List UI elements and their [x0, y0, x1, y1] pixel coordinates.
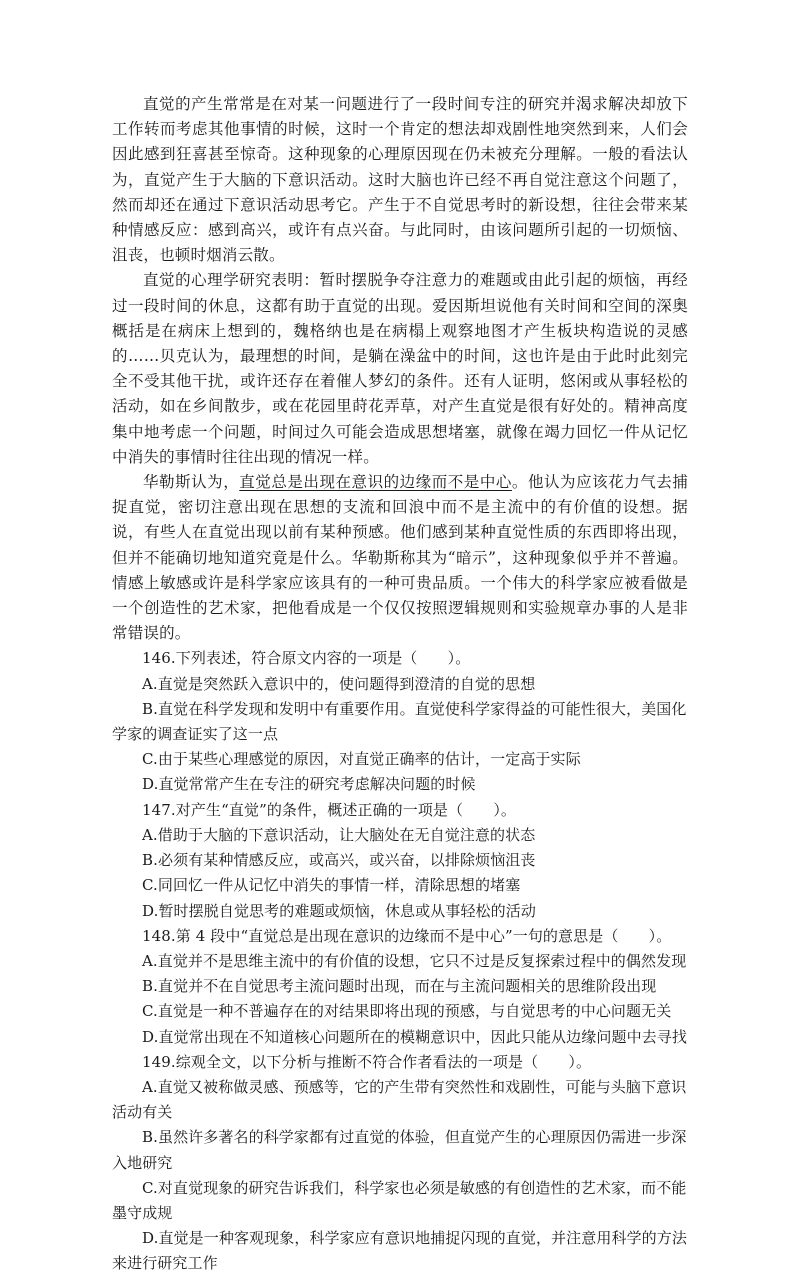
option-d: D.直觉常常产生在专注的研究考虑解决问题的时候	[142, 775, 476, 794]
option-c: C.由于某些心理感觉的原因，对直觉正确率的估计，一定高于实际	[142, 750, 581, 769]
passage-paragraph-1: 直觉的产生常常是在对某一问题进行了一段时间专注的研究并渴求解决却放下工作转而考虑其他事情的时候，这时一个肯定的想法却戏剧性地突然到来，人们会因此感到狂喜甚至惊奇。这种现象的心理原因现在仍未被充分理解。一般的看法认为，直觉产生于大脑的下意识活动。这时大脑也许已经不再自觉注意这个问题了，然而却还在通过下意识活动思考它。产生于不自觉思考时的新设想，往往会带来某种情感反应：感到高兴，或许有点兴奋。与此同时，由该问题所引起的一切烦恼、沮丧，也顿时烟消云散。	[112, 95, 688, 265]
question-stem: 149.综观全文，以下分析与推断不符合作者看法的一项是（ ）。	[142, 1052, 592, 1071]
option-a: A.借助于大脑的下意识活动，让大脑处在无自觉注意的状态	[142, 825, 536, 844]
paragraph-3-rest: 。他认为应该花力气去捕捉直觉，密切注意出现在思想的支流和回浪中而不是主流中的有价值的设想。据说，有些人在直觉出现以前有某种预感。他们感到某种直觉性质的东西即将出现，但并不能确切地知道究竟是什么。华勒斯称其为“暗示”，这种现象似乎并不普遍。情感上敏感或许是科学家应该具有的一种可贵品质。一个伟大的科学家应被看做是一个创造性的艺术家，把他看成是一个仅仅按照逻辑规则和实验规章办事的人是非常错误的。	[112, 473, 689, 643]
option-a: A.直觉又被称做灵感、预感等，它的产生带有突然性和戏剧性，可能与头脑下意识活动有关	[112, 1077, 687, 1122]
question-149	[112, 1050, 688, 1277]
paragraph-3-lead: 华勒斯认为，	[143, 473, 240, 492]
option-c: C.对直觉现象的研究告诉我们，科学家也必须是敏感的有创造性的艺术家，而不能墨守成规	[112, 1178, 687, 1222]
option-b: B.直觉在科学发现和发明中有重要作用。直觉使科学家得益的可能性很大，美国化学家的调查证实了这一点	[112, 699, 687, 744]
question-stem: 148.第 4 段中“直觉总是出现在意识的边缘而不是中心”一句的意思是（ ）。	[142, 926, 672, 945]
option-b: B.必须有某种情感反应，或高兴，或兴奋，以排除烦恼沮丧	[142, 851, 536, 870]
passage-paragraph-3	[112, 470, 688, 646]
option-a: A.直觉并不是思维主流中的有价值的设想，它只不过是反复探索过程中的偶然发现	[142, 951, 687, 970]
underlined-key-sentence: 直觉总是出现在意识的边缘而不是中心	[239, 473, 512, 492]
question-148	[112, 924, 688, 1050]
option-d: D.直觉是一种客观现象，科学家应有意识地捕捉闪现的直觉，并注意用科学的方法来进行研究工作	[112, 1229, 687, 1273]
option-b: B.虽然许多著名的科学家都有过直觉的体验，但直觉产生的心理原因仍需进一步深入地研究	[112, 1128, 687, 1172]
option-d: D.直觉常出现在不知道核心问题所在的模糊意识中，因此只能从边缘问题中去寻找	[142, 1027, 687, 1046]
option-c: C.直觉是一种不普遍存在的对结果即将出现的预感，与自觉思考的中心问题无关	[142, 1002, 672, 1021]
question-146	[112, 646, 688, 797]
option-c: C.同回忆一件从记忆中消失的事情一样，清除思想的堵塞	[142, 876, 521, 895]
passage-paragraph-2: 直觉的心理学研究表明：暂时摆脱争夺注意力的难题或由此引起的烦恼，再经过一段时间的休息，这都有助于直觉的出现。爱因斯坦说他有关时间和空间的深奥概括是在病床上想到的，魏格纳也是在病榻上观察地图才产生板块构造说的灵感的……贝克认为，最理想的时间，是躺在澡盆中的时间，这也许是由于此时此刻完全不受其他干扰，或许还存在着催人梦幻的条件。还有人证明，悠闲或从事轻松的活动，如在乡间散步，或在花园里莳花弄草，对产生直觉是很有好处的。精神高度集中地考虑一个问题，时间过久可能会造成思想堵塞，就像在竭力回忆一件从记忆中消失的事情时往往出现的情况一样。	[112, 271, 688, 466]
option-d: D.暂时摆脱自觉思考的难题或烦恼，休息或从事轻松的活动	[142, 901, 536, 920]
option-b: B.直觉并不在自觉思考主流问题时出现，而在与主流问题相关的思维阶段出现	[142, 977, 657, 996]
option-a: A.直觉是突然跃入意识中的，使问题得到澄清的自觉的思想	[142, 674, 536, 693]
question-stem: 147.对产生“直觉”的条件，概述正确的一项是（ ）。	[142, 800, 517, 819]
question-stem: 146.下列表述，符合原文内容的一项是（ ）。	[142, 649, 471, 668]
question-147	[112, 798, 688, 924]
